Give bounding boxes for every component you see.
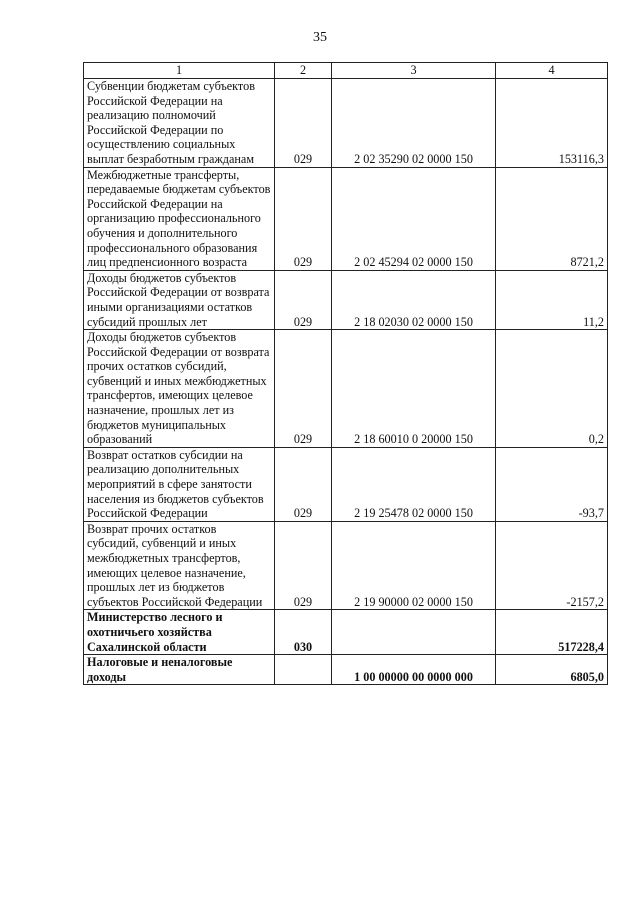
row-budget-code: 2 02 35290 02 0000 150	[332, 79, 496, 168]
row-name: Возврат прочих остатков субсидий, субвенций и иных межбюджетных трансфертов, имеющих целевое назначение, прошлых лет из бюджетов субъектов Российской Федерации	[84, 521, 275, 610]
row-amount: 153116,3	[496, 79, 608, 168]
row-amount: -2157,2	[496, 521, 608, 610]
row-amount: 6805,0	[496, 655, 608, 685]
row-budget-code: 2 18 02030 02 0000 150	[332, 270, 496, 329]
row-name: Налоговые и неналоговые доходы	[84, 655, 275, 685]
row-admin-code: 029	[275, 447, 332, 521]
table-row	[84, 521, 608, 610]
column-header-name: 1	[84, 63, 275, 79]
table-row-subtotal	[84, 655, 608, 685]
row-amount: 11,2	[496, 270, 608, 329]
column-header-amount: 4	[496, 63, 608, 79]
table-row	[84, 270, 608, 329]
row-name: Субвенции бюджетам субъектов Российской Федерации на реализацию полномочий Российской Федерации по осуществлению социальных выплат безработным гражданам	[84, 79, 275, 168]
table-row	[84, 330, 608, 448]
row-name: Министерство лесного и охотничьего хозяйства Сахалинской области	[84, 610, 275, 655]
table-row	[84, 447, 608, 521]
row-budget-code	[332, 610, 496, 655]
row-budget-code: 2 19 90000 02 0000 150	[332, 521, 496, 610]
budget-table	[83, 62, 608, 685]
row-admin-code: 029	[275, 270, 332, 329]
row-amount: -93,7	[496, 447, 608, 521]
row-admin-code: 029	[275, 330, 332, 448]
column-header-admin: 2	[275, 63, 332, 79]
row-amount: 517228,4	[496, 610, 608, 655]
row-budget-code: 2 19 25478 02 0000 150	[332, 447, 496, 521]
table-header-row	[84, 63, 608, 79]
row-admin-code	[275, 655, 332, 685]
row-amount: 0,2	[496, 330, 608, 448]
table-row	[84, 167, 608, 270]
row-name: Возврат остатков субсидии на реализацию дополнительных мероприятий в сфере занятости населения из бюджетов субъектов Российской Федерации	[84, 447, 275, 521]
table-row	[84, 79, 608, 168]
column-header-code: 3	[332, 63, 496, 79]
row-admin-code: 029	[275, 167, 332, 270]
page-number: 35	[313, 30, 327, 45]
row-admin-code: 029	[275, 521, 332, 610]
row-name: Доходы бюджетов субъектов Российской Федерации от возврата иными организациями остатков субсидий прошлых лет	[84, 270, 275, 329]
row-name: Межбюджетные трансферты, передаваемые бюджетам субъектов Российской Федерации на организацию профессионального обучения и дополнительного профессионального образования лиц предпенсионного возраста	[84, 167, 275, 270]
row-budget-code: 2 02 45294 02 0000 150	[332, 167, 496, 270]
row-admin-code: 030	[275, 610, 332, 655]
row-budget-code: 1 00 00000 00 0000 000	[332, 655, 496, 685]
row-name: Доходы бюджетов субъектов Российской Федерации от возврата прочих остатков субсидий, субвенций и иных межбюджетных трансфертов, имеющих целевое назначение, прошлых лет из бюджетов муниципальных образований	[84, 330, 275, 448]
row-budget-code: 2 18 60010 0 20000 150	[332, 330, 496, 448]
row-amount: 8721,2	[496, 167, 608, 270]
row-admin-code: 029	[275, 79, 332, 168]
table-row-ministry	[84, 610, 608, 655]
